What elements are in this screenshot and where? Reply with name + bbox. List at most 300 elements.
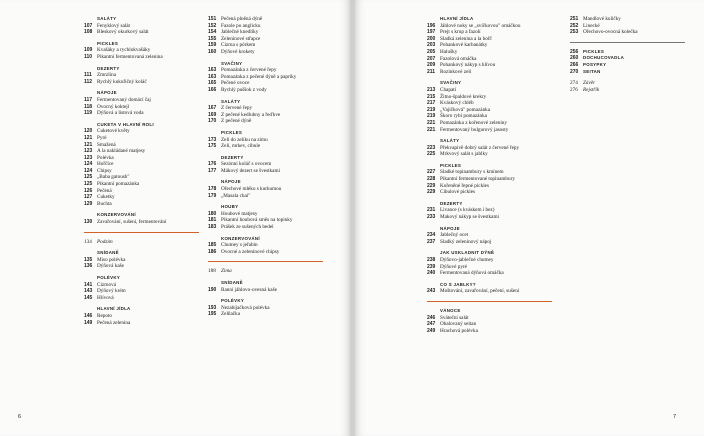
toc-section-heading: DEZERTY xyxy=(440,200,463,206)
toc-entry[interactable] xyxy=(84,282,199,289)
toc-entry-title: Překvapivě dobrý salát z červené řepy xyxy=(440,144,520,151)
toc-page-number: 229 xyxy=(427,189,436,196)
toc-entry-title: „Baba gatoush" xyxy=(97,174,130,181)
toc-page-number: 181 xyxy=(208,217,217,224)
toc-entry[interactable] xyxy=(208,29,323,36)
toc-entry-title: Bleskový okurkový salát xyxy=(97,29,149,36)
toc-entry[interactable] xyxy=(84,135,199,142)
toc-page-number: 173 xyxy=(208,136,217,143)
toc-entry[interactable] xyxy=(208,287,323,294)
toc-entry-title: Dýňová a listová voda xyxy=(97,110,144,117)
toc-page-number: 123 xyxy=(84,148,93,155)
toc-entry[interactable] xyxy=(84,188,199,195)
toc-entry-title: Mandlové kuličky xyxy=(583,16,621,22)
toc-page-number: 154 xyxy=(208,29,217,36)
toc-page-number: 193 xyxy=(208,304,217,311)
toc-page-number: 119 xyxy=(84,110,93,117)
toc-page-number: 186 xyxy=(208,248,217,255)
toc-section-heading: HLAVNÍ JÍDLA xyxy=(440,16,474,21)
toc-page-number: 223 xyxy=(427,144,436,151)
toc-entry-title: Dýňový krém xyxy=(97,288,126,295)
toc-entry[interactable] xyxy=(208,186,323,193)
toc-entry[interactable] xyxy=(427,239,552,246)
toc-season-entry[interactable] xyxy=(208,268,323,275)
toc-season-entry[interactable] xyxy=(84,239,199,246)
toc-season-entry[interactable] xyxy=(570,87,685,94)
toc-entry[interactable] xyxy=(84,110,199,117)
toc-page-number: 146 xyxy=(84,312,93,319)
toc-entry-title: Fazole po anglicku xyxy=(221,22,261,29)
toc-entry-title: „Masala chai" xyxy=(221,192,251,199)
toc-entry-title: Zmrzlina xyxy=(97,72,117,79)
toc-section-heading: HOUBY xyxy=(221,204,239,210)
toc-entry-title: Zelí, mrkev, cibule xyxy=(221,143,261,150)
toc-entry-title: Dýňovo-jablečné chutney xyxy=(440,257,494,263)
toc-entry-title: Houbové matjesy xyxy=(221,210,258,217)
toc-page-number: 251 xyxy=(570,16,579,22)
toc-section-heading: SALÁTY xyxy=(221,98,241,104)
toc-page-number: 129 xyxy=(84,200,93,207)
toc-page-number: 249 xyxy=(427,327,436,334)
toc-entry[interactable] xyxy=(427,29,552,36)
toc-page-number: 112 xyxy=(84,78,93,85)
toc-entry-title: Pomazánka z pečené dýně a papriky xyxy=(221,73,297,80)
toc-entry[interactable] xyxy=(84,263,199,270)
toc-page-number: 233 xyxy=(427,214,436,221)
toc-page-number: 225 xyxy=(427,151,436,158)
toc-entry[interactable] xyxy=(84,29,199,36)
toc-entry-title: Sezónní koláč s ovocem xyxy=(221,161,272,168)
toc-page-number: 188 xyxy=(208,268,216,275)
toc-entry-title: Sladký zeleninový nápoj xyxy=(440,238,492,245)
toc-entry[interactable] xyxy=(208,74,323,81)
toc-page-number: 252 xyxy=(570,22,579,29)
toc-entry-title: Žitno-špaldové krekry xyxy=(440,93,487,100)
toc-page-number: 213 xyxy=(427,86,436,93)
toc-entry[interactable] xyxy=(570,29,685,36)
toc-entry-title: POSYPKY xyxy=(583,61,607,67)
toc-entry[interactable] xyxy=(427,36,552,43)
toc-page-number: 219 xyxy=(427,113,436,120)
toc-page-number: 228 xyxy=(427,176,436,183)
page-number: 6 xyxy=(18,414,22,420)
toc-entry[interactable] xyxy=(208,67,323,74)
toc-section-heading: NÁPOJE xyxy=(221,179,241,185)
toc-page-number: 270 xyxy=(570,68,579,75)
toc-entry-title: Jablečné knedlíky xyxy=(221,29,259,36)
toc-section-heading: HLAVNÍ JÍDLA xyxy=(97,306,131,312)
toc-section-heading: DEZERTY xyxy=(221,154,244,160)
toc-page-number: 253 xyxy=(570,29,579,36)
toc-entry-title: Rychlý kukuřičný koláč xyxy=(97,78,147,85)
toc-section-heading: POLÉVKY xyxy=(97,275,121,280)
toc-page-number: 209 xyxy=(427,62,436,69)
toc-page-number: 260 xyxy=(570,55,579,62)
toc-page-number: 111 xyxy=(84,72,92,79)
toc-entry[interactable] xyxy=(427,94,552,101)
toc-entry-title: Pečená plněná dýně xyxy=(221,16,263,22)
toc-entry-title: Obalovaný seitan xyxy=(440,321,477,328)
toc-page-number: 110 xyxy=(84,53,93,60)
toc-entry-title: Repoto xyxy=(97,312,112,319)
toc-entry-title: Pohankový nákyp s hlívou xyxy=(440,62,496,69)
toc-entry[interactable] xyxy=(84,54,199,61)
toc-entry[interactable] xyxy=(427,127,552,134)
toc-entry[interactable] xyxy=(208,36,323,43)
toc-column-right-1 xyxy=(427,16,552,334)
toc-section-heading: KONZERVOVÁNÍ xyxy=(97,212,136,218)
toc-section-heading: DEZERTY xyxy=(97,65,120,71)
toc-entry[interactable] xyxy=(84,97,199,104)
toc-entry-title: Mrkvový salát s jablky xyxy=(440,151,488,158)
toc-page-number: 183 xyxy=(208,224,217,231)
toc-entry[interactable] xyxy=(427,49,552,56)
toc-entry[interactable] xyxy=(427,87,552,94)
toc-page-number: 125 xyxy=(84,181,93,188)
toc-page-number: 166 xyxy=(208,86,217,93)
toc-entry-title: Sváteční salát xyxy=(440,314,469,321)
toc-entry[interactable] xyxy=(84,79,199,86)
toc-entry-title: Halušky xyxy=(440,48,458,55)
toc-entry-title: Buchta xyxy=(97,200,112,207)
toc-entry-title: Pomazánka z kořenové zeleniny xyxy=(440,119,507,126)
toc-page-number: 175 xyxy=(208,143,217,150)
toc-page-number: 126 xyxy=(84,187,93,194)
toc-entry[interactable] xyxy=(208,105,323,112)
toc-page-number: 237 xyxy=(427,238,436,245)
toc-page-number: 179 xyxy=(208,192,217,199)
toc-entry[interactable] xyxy=(208,193,323,200)
toc-entry[interactable] xyxy=(84,128,199,135)
toc-page-number: 227 xyxy=(427,169,436,176)
toc-entry-title: Pohankové karbanátky xyxy=(440,42,488,49)
toc-entry-title: Hořčice xyxy=(97,161,114,168)
toc-entry-title: PICKLES xyxy=(583,48,605,54)
toc-entry-title: Moštování, zavařování, pečení, sušení xyxy=(440,288,520,295)
toc-section-heading: PICKLES xyxy=(440,162,462,168)
toc-entry[interactable] xyxy=(208,168,323,175)
toc-page-number: 152 xyxy=(208,22,217,29)
section-divider xyxy=(427,301,552,302)
toc-entry-title: Ovocný koktejl xyxy=(97,103,130,110)
toc-entry-title: Sladké topinambury s kmínem xyxy=(440,169,504,176)
toc-column-left-2 xyxy=(208,16,323,318)
toc-entry-title: Cibulové pickles xyxy=(440,189,476,196)
toc-page-number: 134 xyxy=(84,238,92,245)
toc-entry[interactable] xyxy=(84,104,199,111)
toc-page-number: 229 xyxy=(427,182,436,189)
toc-entry[interactable] xyxy=(427,257,552,264)
toc-page-number: 217 xyxy=(427,100,436,107)
toc-entry[interactable] xyxy=(427,62,552,69)
toc-entry-title: SEITAN xyxy=(583,68,601,74)
toc-column-left-1 xyxy=(84,16,199,326)
toc-entry-title: Zeleninové střapce xyxy=(221,35,261,42)
toc-page-number: 177 xyxy=(208,167,217,174)
toc-page-number: 276 xyxy=(570,86,578,93)
toc-season-entry[interactable] xyxy=(570,80,685,87)
toc-section-heading: SVAČINY xyxy=(440,80,462,86)
toc-entry[interactable] xyxy=(427,56,552,63)
toc-page-number: 240 xyxy=(427,270,436,277)
toc-page-number: 176 xyxy=(208,161,217,168)
toc-entry-title: Fermentovaný bulgurový jasosty xyxy=(440,126,509,133)
toc-entry[interactable] xyxy=(84,257,199,264)
toc-entry-title: Pikantní fermentovaná zelenina xyxy=(97,53,163,60)
toc-section-heading: NÁPOJE xyxy=(440,225,460,231)
toc-entry-title: Kvašáky a rychlokvašáky xyxy=(97,47,151,54)
toc-entry-title: Cuketové květy xyxy=(97,128,130,135)
toc-entry-title: Dýňové pyré xyxy=(440,263,467,270)
toc-entry[interactable] xyxy=(208,137,323,144)
toc-entry[interactable] xyxy=(427,145,552,152)
toc-page-number: 246 xyxy=(427,314,436,321)
toc-page-number: 221 xyxy=(427,119,436,126)
toc-section-heading: JAK USKLADNIT DÝNĚ xyxy=(440,250,495,256)
toc-entry[interactable] xyxy=(208,224,323,231)
toc-page-number: 247 xyxy=(427,321,436,328)
toc-page-number: 108 xyxy=(84,29,93,36)
toc-entry[interactable] xyxy=(84,168,199,175)
toc-entry-title: Ovocné a zeleninové chipsy xyxy=(221,248,280,255)
toc-entry[interactable] xyxy=(84,295,199,302)
toc-entry[interactable] xyxy=(427,328,552,335)
toc-entry-title: Hrachová polévka xyxy=(440,327,478,334)
toc-entry-title: Chapatí xyxy=(440,86,457,93)
toc-page-number: 167 xyxy=(208,105,217,112)
toc-column-right-2 xyxy=(570,16,685,93)
toc-page-number: 159 xyxy=(208,42,217,49)
toc-entry[interactable] xyxy=(84,174,199,181)
toc-entry-title: Chipsy xyxy=(97,167,112,174)
toc-entry-title: Prášek ze sušených bedel xyxy=(221,224,274,231)
section-divider xyxy=(84,232,199,233)
toc-entry[interactable] xyxy=(208,42,323,49)
toc-page-number: 127 xyxy=(84,194,93,201)
toc-entry[interactable] xyxy=(84,313,199,320)
toc-entry-title: Z červené řepy xyxy=(221,105,253,112)
toc-page-number: 163 xyxy=(208,67,217,74)
toc-entry-title: Škoro rybí pomazánka xyxy=(440,113,487,120)
toc-entry-title: Mákový dezert se švestkami xyxy=(221,167,280,174)
toc-entry-title: Pomazánka z červené řepy xyxy=(221,67,277,74)
toc-page-number: 197 xyxy=(427,29,436,36)
toc-page-number: 200 xyxy=(427,35,436,42)
toc-entry[interactable] xyxy=(208,311,323,318)
toc-chapter-entry[interactable] xyxy=(570,69,685,76)
toc-entry[interactable] xyxy=(427,321,552,328)
toc-page-number: 155 xyxy=(208,35,217,42)
toc-page-number: 141 xyxy=(84,281,93,288)
toc-entry-title: Prejt s krup a fazolí xyxy=(440,29,481,36)
toc-chapter-entry[interactable] xyxy=(570,55,685,62)
toc-page-number: 203 xyxy=(427,42,436,49)
toc-page-number: 219 xyxy=(427,106,436,113)
toc-entry[interactable] xyxy=(570,23,685,30)
toc-entry-title: Kořeněné řepné pickles xyxy=(440,182,489,189)
toc-entry[interactable] xyxy=(84,148,199,155)
toc-entry[interactable] xyxy=(208,112,323,119)
toc-entry-title: Rozinkové zelí xyxy=(440,68,472,75)
toc-page-number: 169 xyxy=(208,111,217,118)
toc-entry-title: Fenyklový salát xyxy=(97,22,130,29)
toc-page-number: 239 xyxy=(427,263,436,270)
toc-entry-title: Cizrnová xyxy=(97,281,117,288)
toc-entry-title: Cizrna s pórkem xyxy=(221,42,256,49)
toc-section-heading: SNÍDANĚ xyxy=(97,250,119,256)
toc-page-number: 151 xyxy=(208,16,217,22)
toc-entry-title: DOCHUCOVADLA xyxy=(583,55,625,61)
toc-section-heading: CUKETA V HLAVNÍ ROLI xyxy=(97,121,154,127)
toc-chapter-entry[interactable] xyxy=(570,62,685,69)
toc-entry[interactable] xyxy=(84,23,199,30)
toc-entry[interactable] xyxy=(427,189,552,196)
toc-entry-title: A la nakládané matjesy xyxy=(97,148,146,155)
toc-entry[interactable] xyxy=(84,181,199,188)
toc-entry-title: Zelňačka xyxy=(221,311,241,318)
toc-entry-title: Zelí do zelíku na zimu xyxy=(221,136,268,143)
toc-section-heading: PICKLES xyxy=(97,40,119,46)
toc-page-number: 178 xyxy=(208,186,217,193)
toc-page-number: 145 xyxy=(84,294,93,301)
toc-entry-title: Smažená xyxy=(97,141,116,148)
toc-entry-title: Makový nákyp se švestkami xyxy=(440,214,499,221)
toc-entry-title: Dýňové krokety xyxy=(221,48,255,55)
toc-entry[interactable] xyxy=(84,320,199,327)
toc-entry[interactable] xyxy=(427,232,552,239)
toc-entry-title: Pečená xyxy=(97,187,112,194)
toc-entry-title: Pikantní fermentované topinambury xyxy=(440,176,515,183)
toc-chapter-entry[interactable] xyxy=(570,49,685,56)
toc-entry-title: Rejstřík xyxy=(583,86,600,93)
toc-page-number: 125 xyxy=(84,174,93,181)
toc-page-number: 205 xyxy=(427,48,436,55)
toc-entry[interactable] xyxy=(208,87,323,94)
toc-entry[interactable] xyxy=(208,249,323,256)
toc-entry[interactable] xyxy=(208,161,323,168)
toc-entry-title: Pečená zelenina xyxy=(97,319,131,326)
toc-entry-title: Pečené ovoce xyxy=(221,80,250,87)
toc-page-number: 130 xyxy=(84,219,93,226)
toc-entry[interactable] xyxy=(208,217,323,224)
toc-page-number: 121 xyxy=(84,134,93,141)
toc-entry[interactable] xyxy=(427,270,552,277)
toc-entry[interactable] xyxy=(427,207,552,214)
toc-entry-title: Fermentovaná dýňová omáčka xyxy=(440,270,504,277)
toc-section-heading: POLÉVKY xyxy=(221,298,245,304)
toc-entry-title: Rychlý puššok z vody xyxy=(221,86,267,93)
toc-page-number: 190 xyxy=(208,286,217,293)
toc-entry-title: Miso polévka xyxy=(97,256,126,263)
section-divider xyxy=(570,42,685,43)
toc-entry-title: Dýňová kaše xyxy=(97,263,124,270)
toc-section-heading: SNÍDANĚ xyxy=(221,280,243,285)
toc-entry[interactable] xyxy=(427,42,552,49)
toc-entry[interactable] xyxy=(427,113,552,120)
toc-page-number: 180 xyxy=(208,210,217,217)
toc-page-number: 123 xyxy=(84,154,93,161)
right-page xyxy=(355,0,704,436)
toc-entry[interactable] xyxy=(84,219,199,226)
toc-page-number: 107 xyxy=(84,22,93,29)
toc-entry[interactable] xyxy=(208,305,323,312)
toc-page-number: 149 xyxy=(84,319,93,326)
toc-page-number: 160 xyxy=(208,48,217,55)
toc-page-number: 211 xyxy=(427,68,436,75)
toc-entry-title: Z pečené kedlubny a řeďkve xyxy=(221,111,281,118)
toc-entry-title: Nezabíjačková polévka xyxy=(221,304,270,311)
toc-entry[interactable] xyxy=(427,288,552,295)
toc-entry[interactable] xyxy=(427,264,552,271)
toc-entry[interactable] xyxy=(427,120,552,127)
toc-entry[interactable] xyxy=(570,16,685,23)
toc-entry[interactable] xyxy=(208,16,323,23)
toc-entry[interactable] xyxy=(208,80,323,87)
toc-page-number: 136 xyxy=(84,263,93,270)
toc-entry[interactable] xyxy=(208,143,323,150)
toc-section-heading: SVAČINY xyxy=(221,60,243,66)
toc-entry-title: Pikantní pomazánka xyxy=(97,181,140,188)
section-divider xyxy=(208,261,323,262)
toc-page-number: 165 xyxy=(208,80,217,87)
toc-page-number: 207 xyxy=(427,55,436,62)
toc-entry[interactable] xyxy=(427,214,552,221)
toc-entry-title: Cuketky xyxy=(97,194,115,201)
toc-entry-title: Chutney s jeřabin xyxy=(221,242,258,249)
toc-entry[interactable] xyxy=(208,23,323,30)
toc-entry[interactable] xyxy=(84,155,199,162)
toc-entry[interactable] xyxy=(84,194,199,201)
toc-entry[interactable] xyxy=(427,176,552,183)
toc-page-number: 231 xyxy=(427,207,436,214)
toc-entry[interactable] xyxy=(84,201,199,208)
toc-page-number: 195 xyxy=(208,311,217,318)
toc-entry[interactable] xyxy=(84,161,199,168)
toc-page-number: 121 xyxy=(84,141,93,148)
toc-entry-title: Fazolová omáčka xyxy=(440,55,477,62)
toc-entry[interactable] xyxy=(427,69,552,76)
toc-page-number: 120 xyxy=(84,128,93,135)
toc-entry[interactable] xyxy=(84,142,199,149)
toc-page-number: 118 xyxy=(84,103,93,110)
toc-entry[interactable] xyxy=(427,100,552,107)
toc-page-number: 215 xyxy=(427,93,436,100)
toc-entry-title: Sladká zelenina a la bořč xyxy=(440,35,492,42)
toc-entry-title: Zavařování, sušení, fermentování xyxy=(97,219,167,226)
toc-section-heading: VÁNOCE xyxy=(440,307,461,313)
toc-section-heading: SALÁTY xyxy=(97,16,117,21)
toc-entry-title: Ořechovo-ovocná kolečka xyxy=(583,29,638,36)
toc-entry[interactable] xyxy=(427,315,552,322)
toc-entry[interactable] xyxy=(84,47,199,54)
toc-page-number: 243 xyxy=(427,288,436,295)
toc-section-heading: SALÁTY xyxy=(440,138,460,144)
toc-page-number: 135 xyxy=(84,256,93,263)
toc-entry-title: Pikantní houbová směs na topinky xyxy=(221,217,293,224)
toc-entry[interactable] xyxy=(84,72,199,79)
toc-entry[interactable] xyxy=(84,288,199,295)
toc-entry[interactable] xyxy=(208,49,323,56)
toc-entry[interactable] xyxy=(208,242,323,249)
toc-entry-title: Zima xyxy=(221,268,232,275)
toc-entry[interactable] xyxy=(208,118,323,125)
toc-section-heading: CO S JABLKY? xyxy=(440,281,476,287)
toc-entry[interactable] xyxy=(427,151,552,158)
toc-page-number: 185 xyxy=(208,242,217,249)
toc-entry[interactable] xyxy=(427,183,552,190)
toc-entry[interactable] xyxy=(208,211,323,218)
toc-entry-title: Hlívová xyxy=(97,294,114,301)
